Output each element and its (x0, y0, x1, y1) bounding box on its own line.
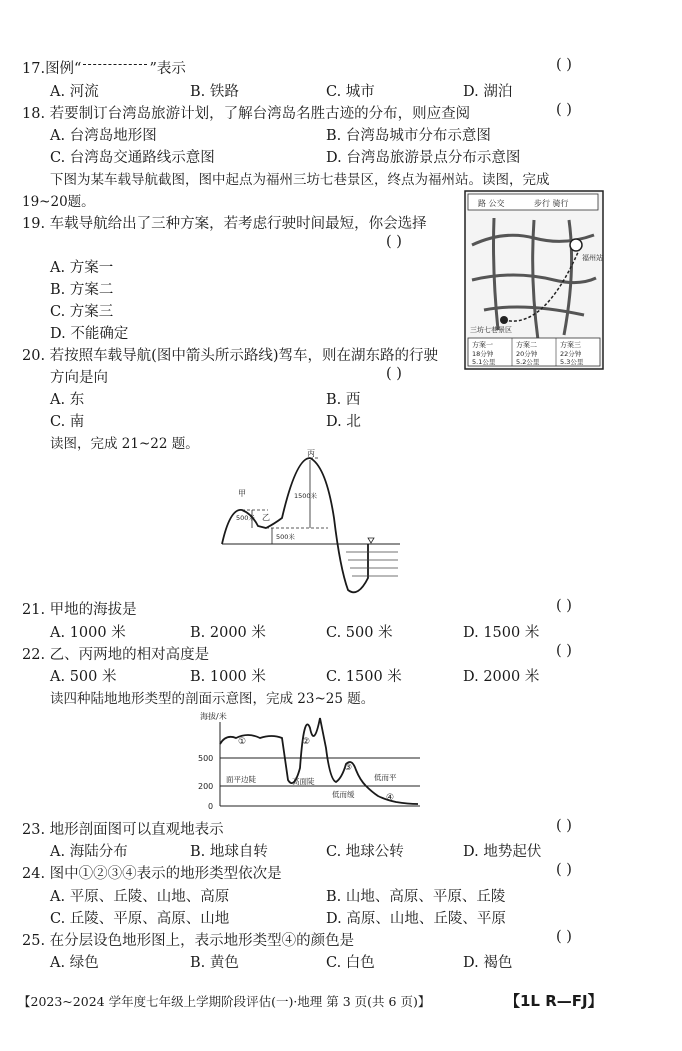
option-b: B. 1000 米 (190, 669, 266, 685)
dashed-line-legend-icon (83, 64, 147, 75)
answer-paren: ( ) (556, 929, 572, 945)
option-a: A. 方案一 (50, 260, 114, 276)
answer-paren: ( ) (386, 366, 402, 382)
question-17-stem (22, 57, 186, 78)
option-c: C. 地球公转 (326, 844, 404, 860)
answer-paren: ( ) (386, 234, 402, 250)
plan-3-dist: 5.3公里 (560, 358, 584, 366)
question-24-stem: 24. 图中①②③④表示的地形类型依次是 (22, 866, 282, 882)
option-d: D. 1500 米 (463, 625, 540, 641)
label-bing: 丙 (307, 449, 315, 458)
terrain-profile-figure-1 (218, 448, 404, 598)
label-2: ② (302, 737, 311, 747)
desc-1: 面平边陡 (226, 775, 256, 784)
question-20-stem-cont: 方向是向 (50, 370, 108, 386)
option-c: C. 南 (50, 414, 85, 430)
label-yi: 乙 (262, 513, 270, 522)
question-23-stem: 23. 地形剖面图可以直观地表示 (22, 822, 224, 838)
footer-code: 【1L R—FJ】 (505, 992, 603, 1010)
answer-paren: ( ) (556, 57, 572, 73)
option-a: A. 绿色 (50, 955, 99, 971)
desc-2: 高面陡 (292, 777, 315, 786)
navigation-map (464, 190, 604, 370)
plan-2-dist: 5.2公里 (516, 358, 540, 366)
option-b: B. 2000 米 (190, 625, 266, 641)
label-height-3: 500米 (276, 533, 295, 541)
option-a: A. 平原、丘陵、山地、高原 (50, 889, 230, 905)
nav-tab-label: 步行 骑行 (534, 199, 569, 208)
option-d: D. 地势起伏 (463, 844, 542, 860)
plan-3-time: 22分钟 (560, 350, 582, 358)
plan-1-dist: 5.1公里 (472, 358, 496, 366)
label-jia: 甲 (238, 489, 246, 498)
plan-2-name: 方案二 (516, 341, 537, 349)
option-d: D. 高原、山地、丘陵、平原 (326, 911, 506, 927)
label-3: ③ (344, 763, 353, 773)
label-4: ④ (386, 793, 395, 803)
option-a: A. 1000 米 (50, 625, 126, 641)
option-b: B. 西 (326, 392, 361, 408)
answer-paren: ( ) (556, 102, 572, 118)
footer-info: 【2023~2024 学年度七年级上学期阶段评估(一)·地理 第 3 页(共 6 页)】 (18, 994, 431, 1009)
question-text: 图例“ (45, 61, 82, 77)
plan-2-time: 20分钟 (516, 350, 538, 358)
option-a: A. 海陆分布 (50, 844, 128, 860)
y-tick: 200 (198, 782, 214, 791)
option-c: C. 1500 米 (326, 669, 402, 685)
option-c: C. 白色 (326, 955, 375, 971)
desc-4: 低而缓 (332, 790, 355, 799)
intro-19-20-cont: 19~20题。 (22, 194, 95, 210)
intro-23-25: 读四种陆地地形类型的剖面示意图，完成 23~25 题。 (50, 691, 375, 707)
y-tick: 500 (198, 754, 214, 763)
option-a: A. 500 米 (50, 669, 117, 685)
label-1: ① (238, 737, 247, 747)
terrain-profile-figure-2 (196, 708, 424, 814)
option-a: A. 东 (50, 392, 85, 408)
option-b: B. 铁路 (190, 84, 239, 100)
option-a: A. 河流 (50, 84, 99, 100)
y-axis-label: 海拔/米 (200, 712, 227, 721)
option-c: C. 方案三 (50, 304, 114, 320)
station-label: 福州站 (582, 254, 603, 262)
option-d: D. 不能确定 (50, 326, 129, 342)
terrain-profile-2 (196, 708, 424, 814)
nav-tab-label: 路 公交 (478, 199, 505, 208)
option-b: B. 方案二 (50, 282, 114, 298)
option-d: D. 北 (326, 414, 361, 430)
answer-paren: ( ) (556, 818, 572, 834)
option-c: C. 丘陵、平原、高原、山地 (50, 911, 230, 927)
option-d: D. 台湾岛旅游景点分布示意图 (326, 150, 521, 166)
plan-1-time: 18分钟 (472, 350, 494, 358)
label-height-1: 500米 (236, 514, 255, 522)
option-b: B. 黄色 (190, 955, 239, 971)
intro-21-22: 读图，完成 21~22 题。 (50, 436, 199, 452)
terrain-profile-1 (218, 448, 404, 598)
option-b: B. 地球自转 (190, 844, 268, 860)
option-b: B. 山地、高原、平原、丘陵 (326, 889, 506, 905)
question-25-stem: 25. 在分层设色地形图上，表示地形类型④的颜色是 (22, 933, 355, 949)
option-d: D. 褐色 (463, 955, 513, 971)
plan-1-name: 方案一 (472, 341, 493, 349)
option-c: C. 城市 (326, 84, 375, 100)
answer-paren: ( ) (556, 862, 572, 878)
option-d: D. 湖泊 (463, 84, 513, 100)
question-text: ”表示 (149, 61, 186, 77)
plan-3-name: 方案三 (560, 341, 581, 349)
label-height-2: 1500米 (294, 492, 318, 500)
desc-3: 低而平 (374, 773, 397, 782)
start-label: 三坊七巷景区 (470, 326, 512, 334)
intro-19-20: 下图为某车载导航截图，图中起点为福州三坊七巷景区，终点为福州站。读图，完成 (50, 172, 550, 188)
question-19-stem: 19. 车载导航给出了三种方案，若考虑行驶时间最短，你会选择 (22, 216, 427, 232)
question-18-stem: 18. 若要制订台湾岛旅游计划，了解台湾岛名胜古迹的分布，则应查阅 (22, 106, 471, 122)
question-number: 17. (22, 61, 46, 77)
question-21-stem: 21. 甲地的海拔是 (22, 602, 137, 618)
option-d: D. 2000 米 (463, 669, 540, 685)
y-tick: 0 (208, 802, 214, 811)
option-c: C. 台湾岛交通路线示意图 (50, 150, 215, 166)
answer-paren: ( ) (556, 598, 572, 614)
option-b: B. 台湾岛城市分布示意图 (326, 128, 491, 144)
option-c: C. 500 米 (326, 625, 393, 641)
navigation-map-figure (464, 190, 604, 370)
option-a: A. 台湾岛地形图 (50, 128, 157, 144)
answer-paren: ( ) (556, 643, 572, 659)
question-20-stem: 20. 若按照车载导航(图中箭头所示路线)驾车，则在湖东路的行驶 (22, 348, 438, 364)
question-22-stem: 22. 乙、丙两地的相对高度是 (22, 647, 210, 663)
